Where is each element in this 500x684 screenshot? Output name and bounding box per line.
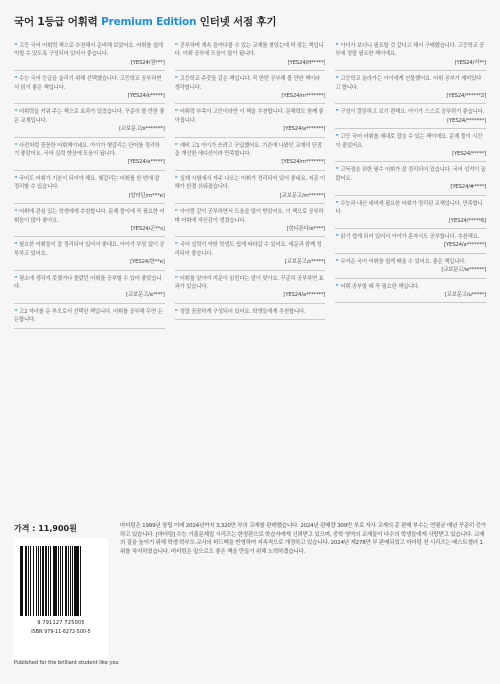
reviewer-signature: [YES24/한**e]	[130, 259, 165, 266]
reviewer-signature: [한디른다/e****]	[286, 225, 326, 232]
quote-icon: “	[14, 242, 20, 249]
review-item	[14, 106, 165, 137]
review-text: 아이가 보더니 필요할 것 같다고 해서 구매했습니다. 고등학교 공부에 정말 필요한 책이에요.	[335, 43, 485, 58]
review-text: 어휘 공부할 때 꼭 필요한 책입니다.	[340, 283, 420, 290]
review-item	[175, 140, 326, 171]
review-item	[335, 164, 486, 195]
quote-icon: “	[335, 233, 341, 240]
quote-icon: “	[174, 242, 180, 249]
quote-icon: “	[335, 258, 341, 265]
review-column-1	[14, 40, 165, 516]
reviewer-signature: [YES24/m*******]	[281, 159, 326, 166]
review-text: 국어 실력이 약한 학생도 쉽게 따라갈 수 있어요. 예문과 함께 정리되어 좋습니다.	[174, 242, 322, 257]
review-text: 예비 고1 아이가 쓰려고 구입했어요. 기존에 나왔던 교재의 단점을 개선한 에디션이라 만족합니다.	[174, 142, 322, 158]
reviewer-signature: [교보문고/u*****]	[444, 291, 486, 298]
review-text: 사전처럼 꼼꼼한 어휘책이네요. 아이가 헷갈리는 단어를 정리하기 좋았어요. 국어 실력 향상에 도움이 됩니다.	[14, 142, 160, 158]
review-item	[175, 239, 326, 270]
review-text: 고2 자녀를 둔 부모로서 선택한 책입니다. 어휘를 공부해 두면 든든합니다.	[14, 308, 163, 324]
reviewer-signature: [YES24/*****6]	[448, 217, 486, 224]
review-text: 어휘력을 키워 주는 책으로 효과가 있었습니다. 꾸준히 볼 만한 좋은 교재입니다.	[14, 109, 165, 124]
review-text: 국어도 어휘가 기본이 되어야 해요. 헷갈리는 어휘를 한 번에 잘 정리할 수 있습니다.	[14, 175, 160, 191]
reviewer-signature: [YES24/권***]	[130, 59, 165, 66]
review-item	[335, 106, 486, 129]
review-item	[175, 106, 326, 137]
quote-icon: “	[174, 175, 180, 182]
quote-icon: “	[14, 109, 20, 116]
quote-icon: “	[14, 43, 20, 49]
quote-icon: “	[174, 43, 180, 49]
review-item	[14, 306, 165, 329]
quote-icon: “	[174, 209, 180, 216]
review-item	[14, 273, 165, 304]
review-item	[335, 40, 486, 71]
reviewer-signature: [YES24/지**]	[454, 59, 486, 66]
review-text: 고등 국어 어휘를 제대로 잡을 수 있는 책이에요. 문제 풀이 시간이 줄었어요.	[335, 134, 483, 149]
reviewer-signature: [YES24/m*******]	[281, 93, 326, 100]
quote-icon: “	[335, 43, 341, 49]
quote-icon: “	[174, 109, 180, 116]
publisher-description: 마더텅은 1999년 창립 이래 2024년까지 3,320만 부의 교재를 판매했습니다. 2024년 판매량 309만 부로 자사 교재의 총 판매 부수는 연평균 매년 꾸준히 증가하고 있습니다. [마더텅] 수능 기출문제집 시리즈는 한정판으로 학습자에게 신뢰받고 있으며, 중학 영역의 교재들이 다수의 학생들에게 사랑받고 있습니다. 교재의 질을 높이기 위해 학생·학부모·교사의 피드백을 반영하여 지속적으로 개정하고 있습니다. 2024년 제278만 부 판매되었고 마더텅 전 시리즈는 베스트셀러 1위를 차지하였습니다. 마더텅은 앞으로도 좋은 책을 만들기 위해 노력하겠습니다.	[120, 523, 486, 556]
review-item	[175, 206, 326, 237]
review-item	[14, 73, 165, 104]
quote-icon: “	[14, 275, 20, 282]
reviewer-signature: [YES24/H*****]	[287, 59, 326, 66]
reviewer-signature: [YES24/k*****]	[127, 93, 165, 100]
quote-icon: “	[174, 275, 180, 282]
isbn-number: ISBN 979-11-6272-500-5	[31, 630, 91, 635]
review-text: 실제 시험에서 자주 나오는 어휘가 정리되어 있어 좋네요. 지문 이해가 한결 쉬워졌습니다.	[174, 175, 326, 191]
review-item	[175, 73, 326, 104]
review-text: 필요한 어휘들이 잘 정리되어 있어서 좋네요. 아이가 부담 없이 공부하고 있어요.	[14, 242, 165, 257]
review-item	[335, 73, 486, 104]
quote-icon: “	[335, 283, 341, 290]
review-text: 고등학교 올라가는 아이에게 선물했어요. 어휘 공부가 재미있다고 합니다.	[335, 76, 482, 91]
reviewer-signature: [교보문고/m******]	[279, 192, 326, 199]
quote-icon: “	[14, 142, 20, 149]
review-text: 고등학교 주춧돌 같은 책입니다. 꼭 한번 공부해 볼 만한 책이라 생각합니다.	[174, 76, 321, 91]
reviewer-signature: [YES24/a*******]	[283, 126, 326, 133]
title-prefix: 국어 1등급 어휘력	[14, 16, 98, 28]
review-item	[14, 140, 165, 171]
quote-icon: “	[174, 308, 180, 315]
review-column-2	[175, 40, 326, 516]
reviewer-signature: [교보문고/w******]	[441, 267, 486, 274]
review-text: 고득점을 위한 필수 어휘가 잘 정리되어 있습니다. 국어 성적이 올랐어요.	[335, 167, 486, 182]
review-column-3	[335, 40, 486, 516]
isbn-barcode	[20, 546, 102, 616]
quote-icon: “	[14, 76, 20, 83]
review-text: 구성이 깔끔하고 보기 편해요. 아이가 스스로 공부하기 좋습니다.	[340, 109, 485, 116]
review-text: 어휘력 부족이 고민이라면 이 책을 추천합니다. 문해력도 함께 좋아집니다.	[174, 109, 324, 124]
review-text: 고등 국어 어휘력 책으로 추천해서 준비해 보았어요. 어휘를 쉽게 익힐 수 있도록 구성되어 있어서 좋습니다.	[14, 43, 163, 58]
reviewer-signature: [YES24/곤**s]	[130, 225, 165, 232]
review-text: 무서운 국어 어휘를 쉽게 배울 수 있어요. 좋은 책입니다.	[340, 258, 466, 265]
quote-icon: “	[14, 308, 20, 315]
review-item	[335, 281, 486, 304]
reviewer-signature: [교보문고/s*******]	[119, 126, 165, 133]
title-suffix: 인터넷 서점 후기	[199, 16, 277, 28]
review-text: 아이랑 같이 공부하면서 도움을 많이 받았어요. 이 책으로 공부하며 어휘에 자신감이 생겼습니다.	[174, 209, 324, 224]
price-label: 가격 : 11,900원	[14, 524, 77, 533]
reviewer-signature: [알라딘/m***e]	[128, 192, 165, 199]
reviewer-signature: [YES24/a*****]	[127, 159, 165, 166]
review-item	[14, 206, 165, 237]
back-cover-footer	[14, 520, 486, 672]
reviewer-signature: [YES24/*******]	[447, 117, 486, 124]
review-item	[175, 306, 326, 320]
quote-icon: “	[335, 76, 341, 83]
reviewer-signature: [YES24/a*******]	[283, 292, 326, 299]
reviewer-signature: [YES24/#****]	[450, 184, 486, 191]
review-item	[335, 256, 486, 279]
reviewer-signature: [교보문고/s*****]	[284, 259, 326, 266]
page-title	[14, 14, 486, 36]
reviewer-signature: [교보문고/a****]	[126, 292, 165, 299]
review-text: 평소에 생각지 못했거나 몰랐던 어휘를 공부할 수 있어 좋았습니다.	[14, 275, 162, 290]
review-item	[175, 40, 326, 71]
review-text: 수능과 내신 대비에 필요한 어휘가 정리된 교재입니다. 만족합니다.	[335, 200, 483, 216]
publisher-tagline: Published for the brilliant student like you	[14, 660, 119, 666]
review-text: 수능 국어 등급을 올리기 위해 선택했습니다. 고등학교 공부하면서 읽기 좋은 책입니다.	[14, 76, 162, 91]
review-text: 읽기 쉽게 되어 있어서 아이가 혼자서도 공부합니다. 추천해요.	[340, 233, 480, 240]
reviewer-signature: [YES24/a*******]	[444, 242, 486, 249]
quote-icon: “	[335, 200, 341, 207]
review-item	[175, 273, 326, 304]
title-edition: Premium Edition	[101, 16, 197, 28]
quote-icon: “	[335, 134, 341, 141]
barcode-digits: 9 791127 725005	[37, 620, 85, 626]
review-item	[14, 40, 165, 71]
reviewer-signature: [YES24/******2]	[446, 93, 486, 100]
quote-icon: “	[335, 109, 341, 116]
review-item	[335, 231, 486, 254]
review-text: 공부하며 계속 들여다볼 수 있는 교재를 찾았는데 딱 맞는 책입니다. 어휘 공부에 도움이 많이 됩니다.	[174, 43, 324, 58]
reviews-area	[14, 40, 486, 516]
review-text: 정말 꼼꼼하게 구성되어 있어요. 학생들에게 추천합니다.	[179, 308, 306, 315]
quote-icon: “	[14, 175, 20, 182]
quote-icon: “	[174, 142, 180, 149]
quote-icon: “	[14, 209, 20, 216]
quote-icon: “	[174, 76, 180, 83]
quote-icon: “	[335, 167, 341, 174]
review-item	[335, 198, 486, 229]
review-item	[175, 173, 326, 204]
review-item	[14, 173, 165, 204]
reviewer-signature: [YES24/*****]	[452, 151, 486, 158]
review-text: 어휘를 알아야 지문이 읽힌다는 말이 맞아요. 꾸준히 공부하면 효과가 있습니다.	[174, 275, 324, 290]
review-text: 어휘에 관심 있는 학생에게 추천합니다. 문제 풀이에 꼭 필요한 어휘들이 많아 좋아요.	[14, 209, 165, 224]
barcode-panel	[14, 538, 108, 660]
review-item	[14, 239, 165, 270]
review-item	[335, 131, 486, 162]
